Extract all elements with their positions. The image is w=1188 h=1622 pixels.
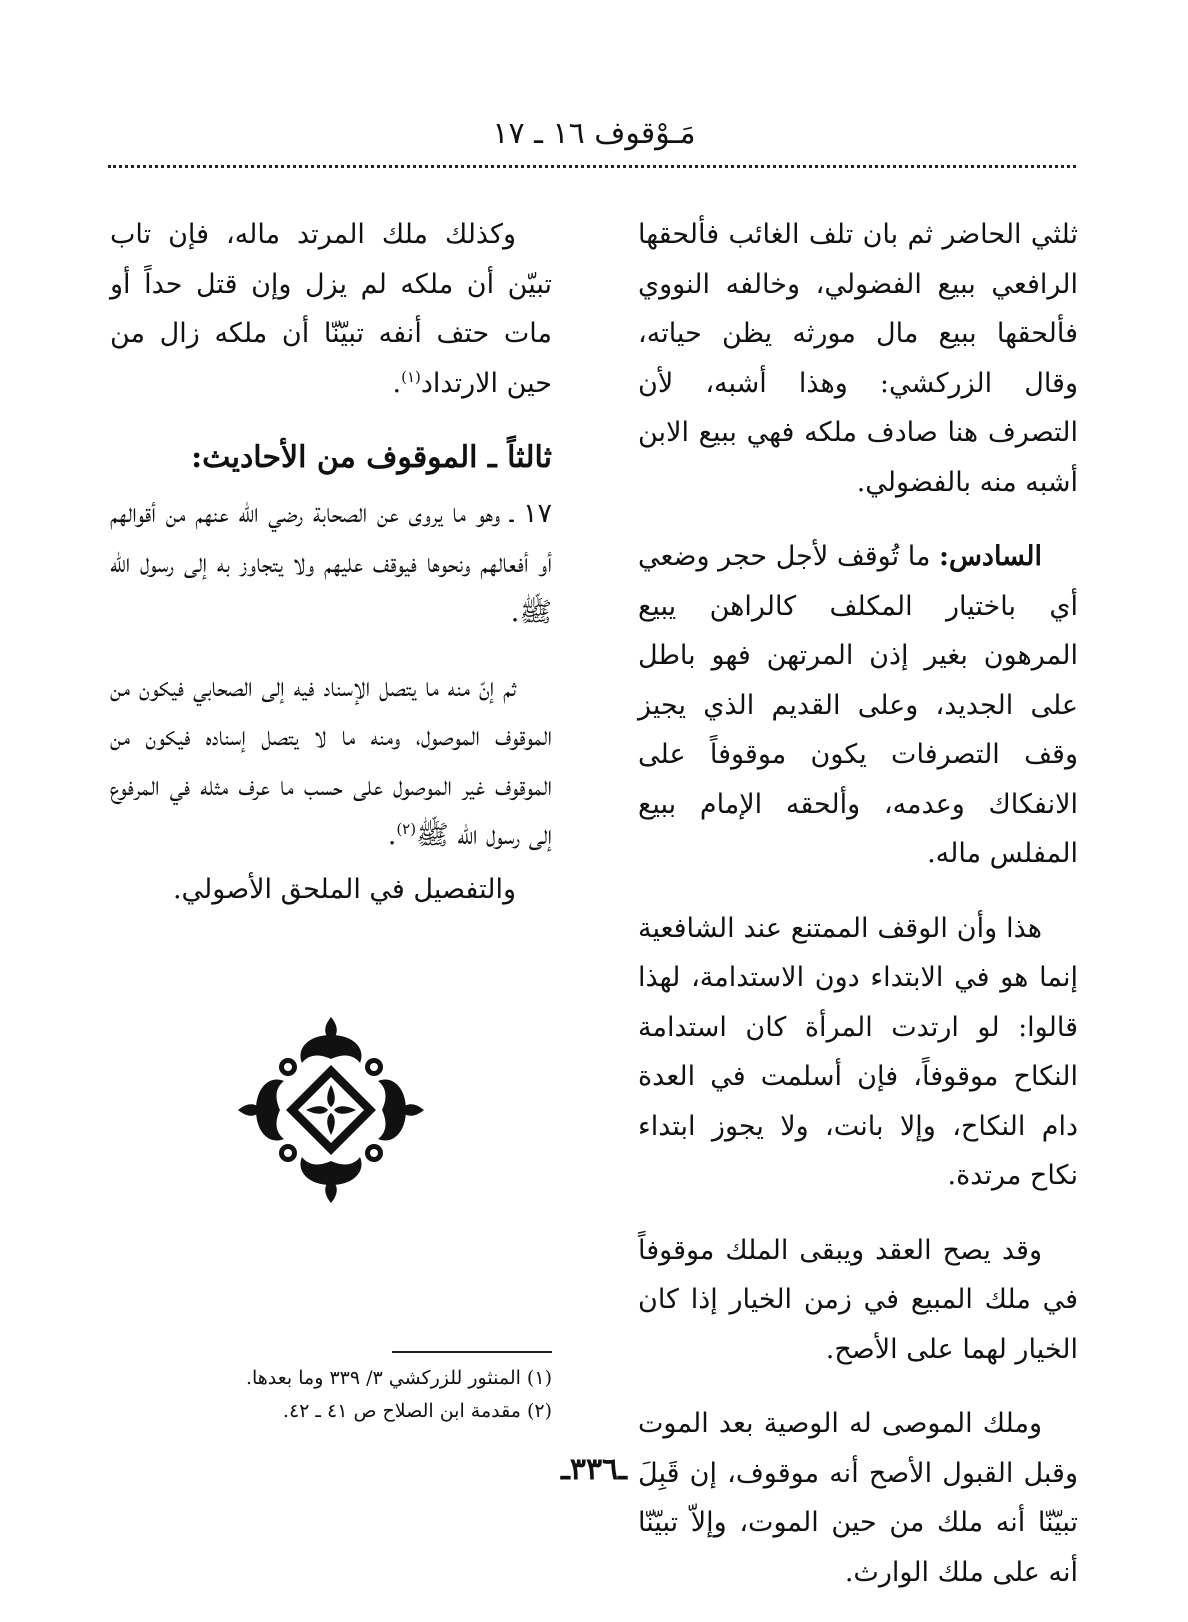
footnote: (٢) مقدمة ابن الصلاح ص ٤١ ـ ٤٢. [282,1400,552,1422]
paragraph: والتفصيل في الملحق الأصولي. [172,873,516,905]
footnote-rule [392,1351,552,1353]
ornament-icon [236,1015,426,1205]
paragraph-end: . [392,367,402,399]
footnote-ref[interactable]: (٢) [396,820,417,838]
footnote: (١) المنثور للزركشي ٣/ ٣٣٩ وما بعدها. [245,1367,552,1389]
paragraph [110,210,552,408]
paragraph: وقد يصح العقد ويبقى الملك موقوفاً في ملك المبيع في زمن الخيار إذا كان الخيار لهما على الأصح. [638,1234,1078,1365]
paragraph-sixth [638,532,1078,879]
paragraph-label: السادس: [939,541,1042,572]
header-dotted-rule [108,165,1076,168]
paragraph: ثلثي الحاضر ثم بان تلف الغائب فألحقها الرافعي ببيع الفضولي، وخالفه النووي فألحقها ببيع مال مورثه يظن حياته، وقال الزركشي: وهذا أشبه، لأن التصرف هنا صادف ملكه فهي ببيع الابن أشبه منه بالفضولي. [638,219,1078,498]
paragraph [110,663,552,861]
left-column [110,210,552,939]
footnotes [112,1362,552,1428]
paragraph-text: ثم إنّ منه ما يتصل الإسناد فيه إلى الصحابي فيكون من الموقوف الموصول، ومنه ما لا يتصل إسناده فيكون من الموقوف غير الموصول على حسب ما عرف مثله في المرفوع إلى رسول الله ﷺ [110,671,552,851]
paragraph-text: وكذلك ملك المرتد ماله، فإن تاب تبيّن أن ملكه لم يزل وإن قتل حداً أو مات حتف أنفه تبيّنّا أن ملكه زال من حين الارتداد [110,219,552,399]
running-header: مَـوْقوف ١٦ ـ ١٧ [492,116,696,151]
paragraph: هذا وأن الوقف الممتنع عند الشافعية إنما هو في الابتداء دون الاستدامة، لهذا قالوا: لو ارتدت المرأة كان استدامة النكاح موقوفاً، فإن أسلمت في العدة دام النكاح، وإلا بانت، ولا يجوز ابتداء نكاح مرتدة. [638,912,1078,1191]
page-number: ـ٣٣٦ـ [561,1452,627,1487]
paragraph-text: ما تُوقف لأجل حجر وضعي أي باختيار المكلف كالراهن يبيع المرهون بغير إذن المرتهن فهو باطل على الجديد، وعلى القديم الذي يجيز وقف التصرفات يكون موقوفاً على الانفكاك وعدمه، وألحقه الإمام ببيع المفلس ماله. [638,541,1078,869]
paragraph: وملك الموصى له الوصية بعد الموت وقبل القبول الأصح أنه موقوف، إن قَبِلَ تبيّنّا أنه ملك من حين الموت، وإلاّ تبيّنّا أنه على ملك الوارث. [638,1408,1078,1588]
footnote-ref[interactable]: (١) [401,367,421,386]
section-heading: ثالثاً ـ الموقوف من الأحاديث: [191,440,552,475]
right-column [638,210,1078,1622]
paragraph-end: . [387,820,397,851]
paragraph: ١٧ ـ وهو ما يروى عن الصحابة رضي الله عنهم من أقوالهم أو أفعالهم ونحوها فيوقف عليهم ولا يتجاوز به إلى رسول الله ﷺ. [110,498,552,628]
